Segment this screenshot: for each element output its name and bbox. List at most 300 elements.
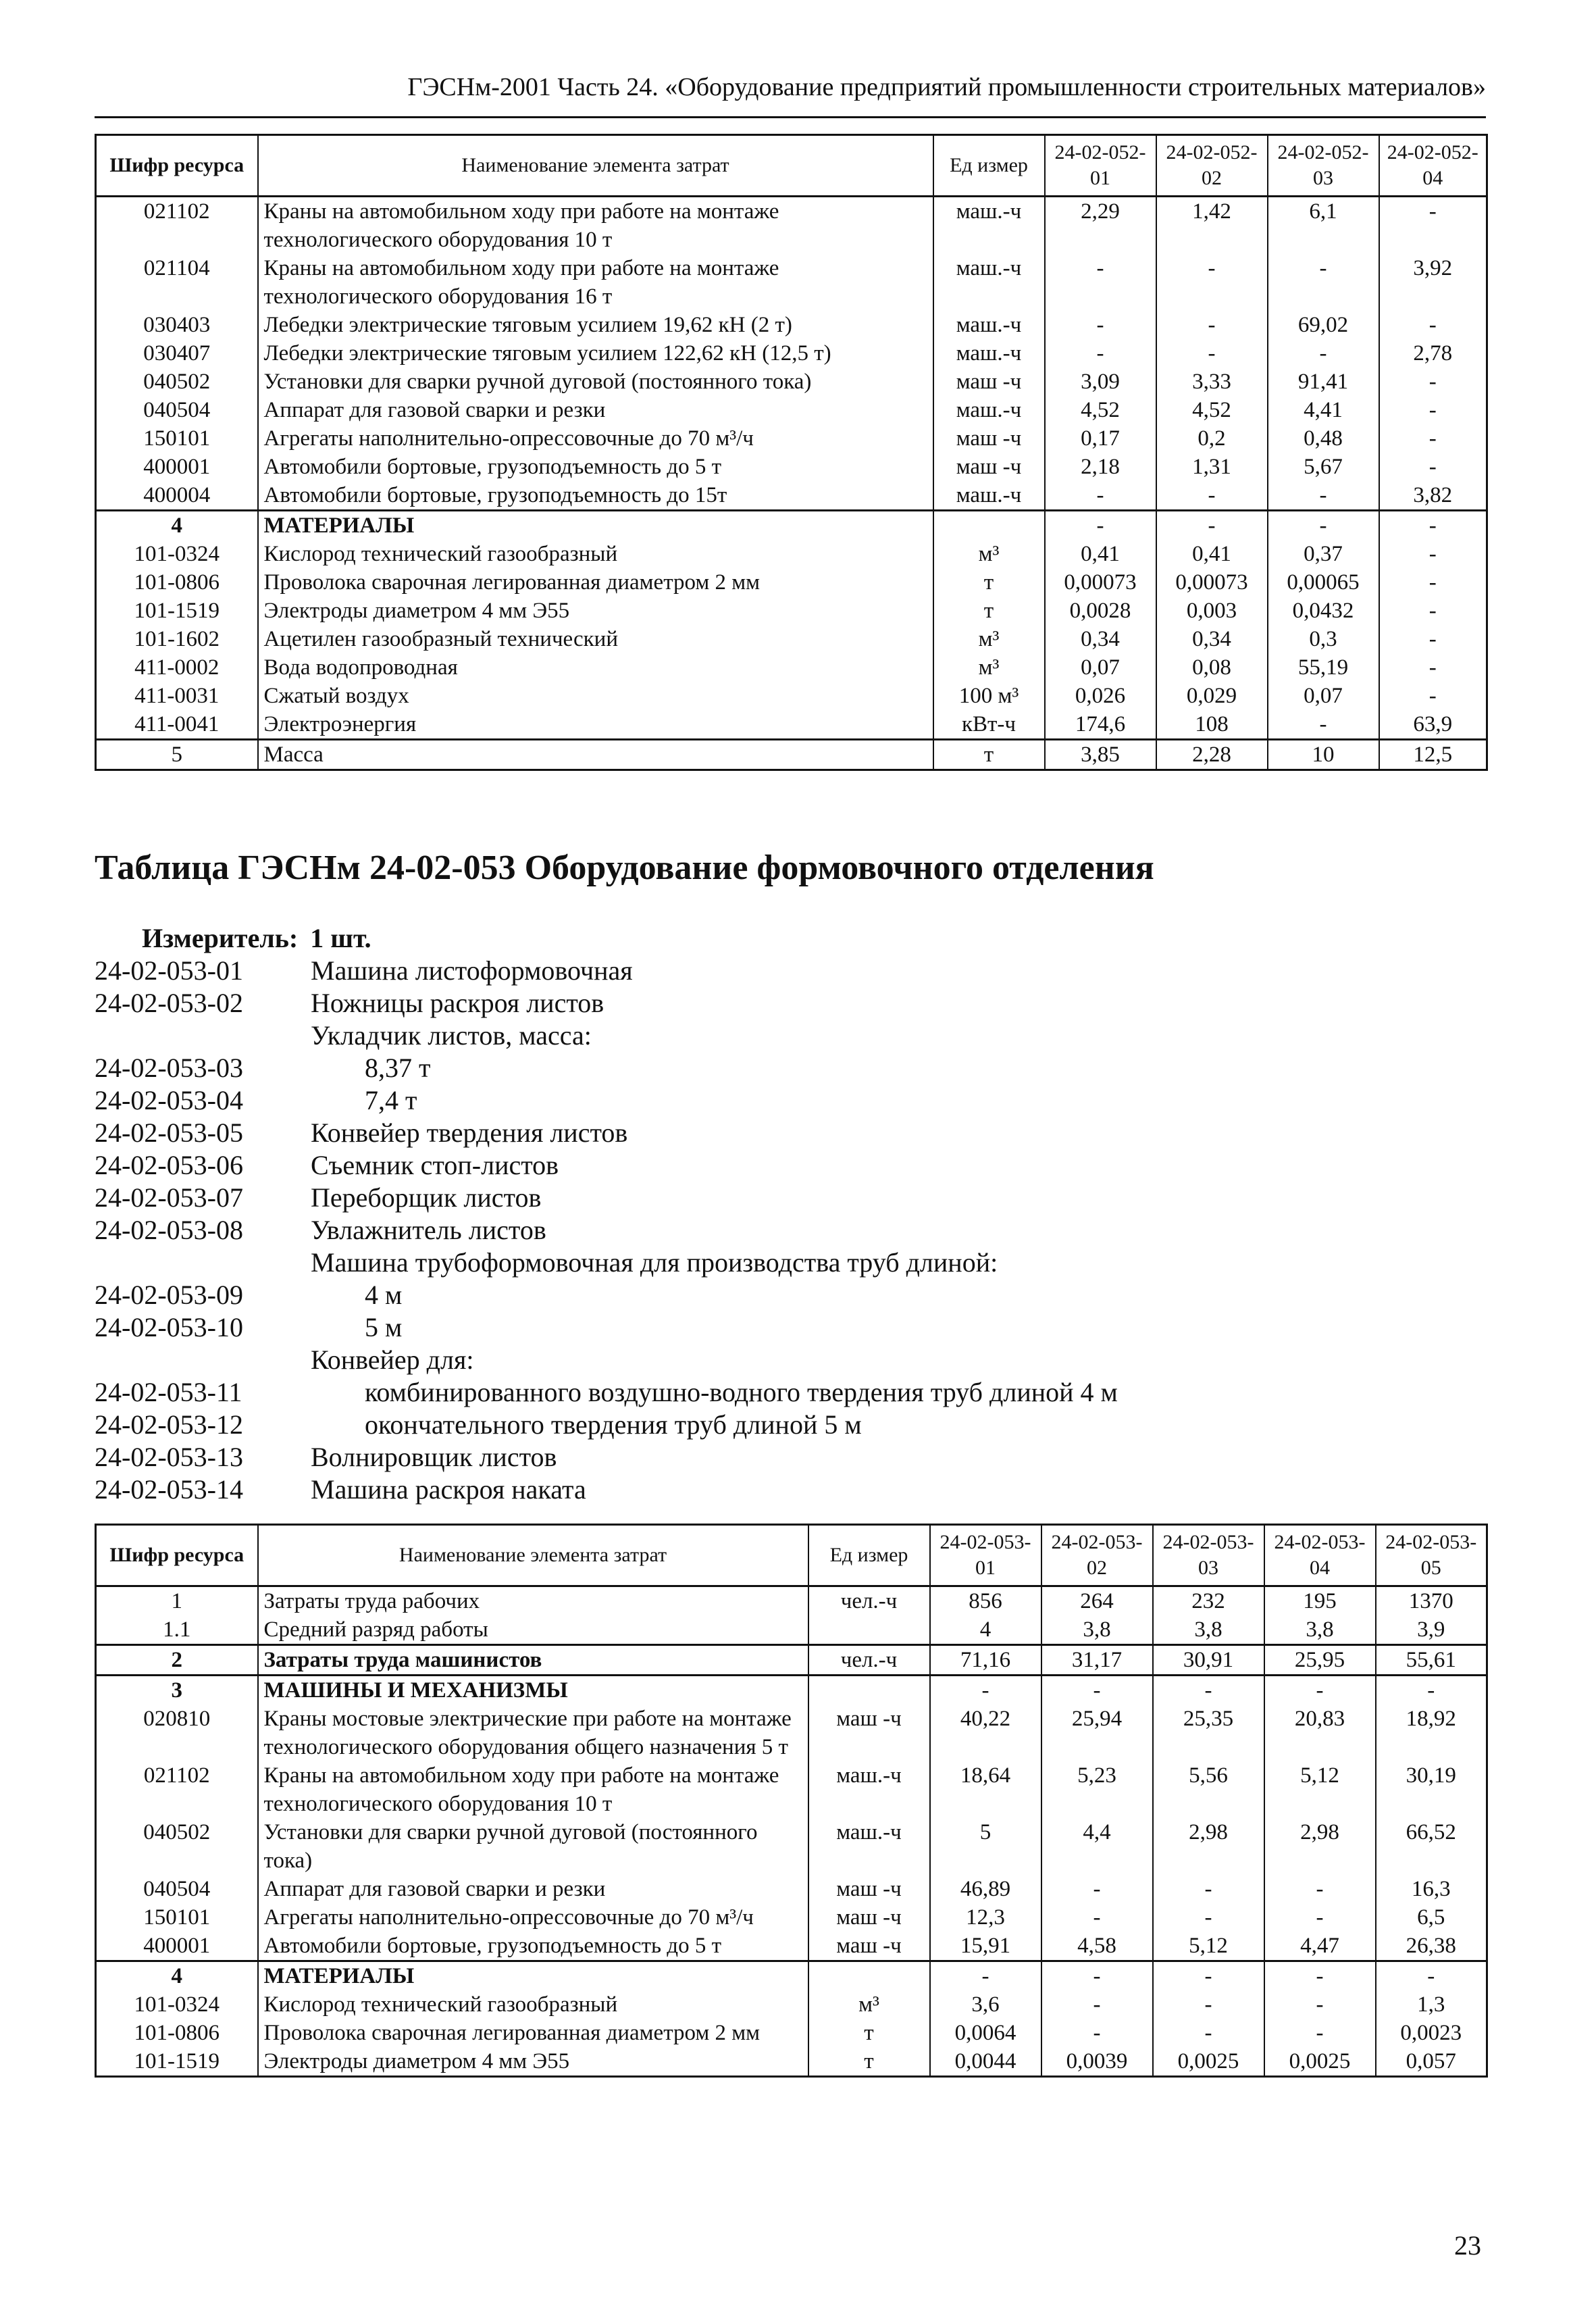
value-cell: 31,17: [1041, 1645, 1153, 1676]
value-cell: 0,0023: [1376, 2019, 1487, 2047]
table-row: [96, 424, 1487, 453]
resource-table-052: [95, 134, 1488, 771]
resource-name: Затраты труда машинистов: [258, 1645, 808, 1676]
value-cell: 2,98: [1264, 1818, 1376, 1875]
value-cell: -: [1379, 540, 1487, 568]
value-cell: 25,94: [1041, 1705, 1153, 1761]
table-row: [96, 1615, 1487, 1645]
resource-name: Автомобили бортовые, грузоподъемность до 15т: [258, 481, 933, 511]
resource-name: Автомобили бортовые, грузоподъемность до 5 т: [258, 453, 933, 481]
value-cell: 0,026: [1045, 682, 1156, 710]
resource-name: Ацетилен газообразный технический: [258, 625, 933, 653]
value-cell: 0,37: [1268, 540, 1379, 568]
meter-item: [95, 955, 1445, 987]
value-cell: 3,9: [1376, 1615, 1487, 1645]
value-cell: -: [1153, 1903, 1264, 1932]
meter-item-code: [95, 1020, 311, 1052]
value-cell: -: [1153, 1990, 1264, 2019]
meter-item-desc: Машина трубоформовочная для производства труб длиной:: [311, 1247, 998, 1278]
resource-unit: т: [933, 740, 1045, 770]
meter-item-desc: 7,4 т: [365, 1085, 417, 1115]
resource-unit: [933, 511, 1045, 540]
value-cell: -: [1268, 254, 1379, 311]
table-row: [96, 1705, 1487, 1761]
resource-unit: кВт-ч: [933, 710, 1045, 740]
resource-unit: [808, 1676, 930, 1705]
table-row: [96, 1761, 1487, 1818]
value-cell: -: [1268, 339, 1379, 368]
meter-item-code: 24-02-053-14: [95, 1474, 243, 1505]
value-cell: 30,91: [1153, 1645, 1264, 1676]
resource-unit: маш.-ч: [933, 254, 1045, 311]
resource-name: Затраты труда рабочих: [258, 1586, 808, 1616]
value-cell: 0,3: [1268, 625, 1379, 653]
table-row: [96, 197, 1487, 255]
meter-item: [95, 1409, 1445, 1441]
column-header: Наименование элемента затрат: [258, 135, 933, 197]
value-cell: -: [1156, 511, 1268, 540]
meter-item: [95, 1376, 1445, 1409]
resource-name: Агрегаты наполнительно-опрессовочные до 70 м³/ч: [258, 1903, 808, 1932]
value-cell: -: [1156, 481, 1268, 511]
meter-item-desc: Ножницы раскроя листов: [311, 988, 604, 1018]
resource-unit: т: [933, 597, 1045, 625]
value-cell: 46,89: [930, 1875, 1041, 1903]
resource-unit: маш.-ч: [808, 1818, 930, 1875]
resource-unit: маш -ч: [933, 368, 1045, 396]
value-cell: 1,42: [1156, 197, 1268, 255]
value-cell: 2,18: [1045, 453, 1156, 481]
resource-code: 040502: [96, 368, 258, 396]
resource-name: Краны на автомобильном ходу при работе на монтаже технологического оборудования 10 т: [258, 1761, 808, 1818]
value-cell: -: [1041, 1903, 1153, 1932]
value-cell: -: [1045, 511, 1156, 540]
value-cell: 40,22: [930, 1705, 1041, 1761]
resource-name: Электроды диаметром 4 мм Э55: [258, 597, 933, 625]
value-cell: 0,41: [1156, 540, 1268, 568]
value-cell: -: [930, 1676, 1041, 1705]
resource-code: 150101: [96, 424, 258, 453]
value-cell: 1,3: [1376, 1990, 1487, 2019]
table-row: [96, 2019, 1487, 2047]
page-header-title: ГЭСНм-2001 Часть 24. «Оборудование предприятий промышленности строительных материалов»: [407, 73, 1486, 101]
resource-code: 040504: [96, 1875, 258, 1903]
resource-unit: т: [933, 568, 1045, 597]
value-cell: -: [1153, 1676, 1264, 1705]
resource-unit: маш -ч: [933, 424, 1045, 453]
table-row: [96, 481, 1487, 511]
value-cell: -: [1264, 2019, 1376, 2047]
value-cell: 71,16: [930, 1645, 1041, 1676]
meter-item: [95, 987, 1445, 1020]
meter-item: [95, 1474, 1445, 1506]
table-row: [96, 682, 1487, 710]
value-cell: 20,83: [1264, 1705, 1376, 1761]
value-cell: 4,4: [1041, 1818, 1153, 1875]
resource-name: Краны на автомобильном ходу при работе на монтаже технологического оборудования 16 т: [258, 254, 933, 311]
column-header: 24-02-052-02: [1156, 135, 1268, 197]
resource-unit: м³: [933, 625, 1045, 653]
resource-name: Агрегаты наполнительно-опрессовочные до 70 м³/ч: [258, 424, 933, 453]
value-cell: 3,09: [1045, 368, 1156, 396]
resource-unit: 100 м³: [933, 682, 1045, 710]
resource-unit: м³: [808, 1990, 930, 2019]
resource-code: 040504: [96, 396, 258, 424]
value-cell: 0,07: [1268, 682, 1379, 710]
value-cell: 3,8: [1264, 1615, 1376, 1645]
table-row: [96, 339, 1487, 368]
resource-unit: маш.-ч: [933, 481, 1045, 511]
resource-unit: т: [808, 2047, 930, 2077]
value-cell: 4,58: [1041, 1932, 1153, 1961]
resource-code: 101-1519: [96, 597, 258, 625]
resource-name: Установки для сварки ручной дуговой (постоянного тока): [258, 368, 933, 396]
value-cell: 26,38: [1376, 1932, 1487, 1961]
table-row: [96, 1990, 1487, 2019]
value-cell: -: [1153, 2019, 1264, 2047]
value-cell: 0,0028: [1045, 597, 1156, 625]
value-cell: 16,3: [1376, 1875, 1487, 1903]
value-cell: 0,0025: [1264, 2047, 1376, 2077]
meter-item: [95, 1052, 1445, 1084]
meter-item-desc: Переборщик листов: [311, 1182, 542, 1213]
value-cell: -: [1268, 710, 1379, 740]
value-cell: 3,6: [930, 1990, 1041, 2019]
column-header: 24-02-053-05: [1376, 1525, 1487, 1586]
value-cell: -: [1379, 682, 1487, 710]
meter-item-desc: комбинированного воздушно-водного твердения труб длиной 4 м: [365, 1377, 1118, 1407]
column-header: 24-02-053-04: [1264, 1525, 1376, 1586]
value-cell: 108: [1156, 710, 1268, 740]
meter-item-code: 24-02-053-11: [95, 1377, 242, 1407]
value-cell: -: [1156, 254, 1268, 311]
meter-item-desc: Волнировщик листов: [311, 1442, 557, 1472]
table-row: [96, 2047, 1487, 2077]
resource-code: 040502: [96, 1818, 258, 1875]
table-header-row: [96, 135, 1487, 197]
resource-name: Кислород технический газообразный: [258, 540, 933, 568]
column-header: 24-02-053-03: [1153, 1525, 1264, 1586]
resource-name: Электроэнергия: [258, 710, 933, 740]
column-header: 24-02-053-02: [1041, 1525, 1153, 1586]
resource-code: 101-0324: [96, 540, 258, 568]
value-cell: -: [1264, 1961, 1376, 1991]
value-cell: 264: [1041, 1586, 1153, 1616]
table-row: [96, 710, 1487, 740]
meter-item: [95, 1117, 1445, 1149]
meter-item-code: 24-02-053-13: [95, 1442, 243, 1472]
table-row: [96, 653, 1487, 682]
resource-name: Краны мостовые электрические при работе на монтаже технологического оборудования общего назначения 5 т: [258, 1705, 808, 1761]
column-header: Шифр ресурса: [96, 1525, 258, 1586]
value-cell: 63,9: [1379, 710, 1487, 740]
value-cell: -: [1153, 1875, 1264, 1903]
table-row: [96, 625, 1487, 653]
resource-code: 411-0031: [96, 682, 258, 710]
value-cell: 1,31: [1156, 453, 1268, 481]
value-cell: 3,33: [1156, 368, 1268, 396]
resource-unit: чел.-ч: [808, 1645, 930, 1676]
value-cell: 0,003: [1156, 597, 1268, 625]
meter-item-desc: Увлажнитель листов: [311, 1215, 546, 1245]
value-cell: 4,47: [1264, 1932, 1376, 1961]
table-row: [96, 540, 1487, 568]
page-number: 23: [1454, 2230, 1481, 2261]
value-cell: 0,029: [1156, 682, 1268, 710]
resource-name: Проволока сварочная легированная диаметром 2 мм: [258, 2019, 808, 2047]
table-row: [96, 597, 1487, 625]
resource-code: 4: [96, 511, 258, 540]
table-row: [96, 568, 1487, 597]
value-cell: -: [1264, 1903, 1376, 1932]
value-cell: -: [1041, 1875, 1153, 1903]
table-row: [96, 511, 1487, 540]
table-row: [96, 368, 1487, 396]
value-cell: 6,1: [1268, 197, 1379, 255]
meter-item: [95, 1084, 1445, 1117]
column-header: 24-02-053-01: [930, 1525, 1041, 1586]
value-cell: 30,19: [1376, 1761, 1487, 1818]
value-cell: 0,48: [1268, 424, 1379, 453]
meter-item-code: 24-02-053-09: [95, 1280, 243, 1310]
meter-item-desc: Машина раскроя наката: [311, 1474, 586, 1505]
table-row: [96, 1586, 1487, 1616]
value-cell: -: [1379, 368, 1487, 396]
value-cell: 5,23: [1041, 1761, 1153, 1818]
value-cell: 2,29: [1045, 197, 1156, 255]
meter-item-code: 24-02-053-07: [95, 1182, 243, 1213]
meter-item: [95, 1149, 1445, 1182]
resource-name: Аппарат для газовой сварки и резки: [258, 1875, 808, 1903]
value-cell: 195: [1264, 1586, 1376, 1616]
value-cell: -: [1379, 568, 1487, 597]
meter-label: Измеритель:: [142, 923, 299, 953]
meter-list: [95, 955, 1445, 1506]
resource-unit: м³: [933, 653, 1045, 682]
value-cell: 2,98: [1153, 1818, 1264, 1875]
meter-item-code: 24-02-053-12: [95, 1409, 243, 1440]
resource-code: 3: [96, 1676, 258, 1705]
value-cell: 0,17: [1045, 424, 1156, 453]
resource-unit: чел.-ч: [808, 1586, 930, 1616]
resource-code: 101-0324: [96, 1990, 258, 2019]
value-cell: 4,52: [1156, 396, 1268, 424]
resource-name: Автомобили бортовые, грузоподъемность до 5 т: [258, 1932, 808, 1961]
resource-code: 101-0806: [96, 568, 258, 597]
value-cell: 232: [1153, 1586, 1264, 1616]
resource-code: 150101: [96, 1903, 258, 1932]
value-cell: -: [1376, 1676, 1487, 1705]
resource-code: 101-0806: [96, 2019, 258, 2047]
value-cell: -: [1041, 1676, 1153, 1705]
meter-item: [95, 1311, 1445, 1344]
value-cell: 66,52: [1376, 1818, 1487, 1875]
column-header: Ед измер: [808, 1525, 930, 1586]
value-cell: -: [1041, 1961, 1153, 1991]
value-cell: 5: [930, 1818, 1041, 1875]
value-cell: -: [1153, 1961, 1264, 1991]
value-cell: 5,67: [1268, 453, 1379, 481]
value-cell: 10: [1268, 740, 1379, 770]
value-cell: 25,95: [1264, 1645, 1376, 1676]
value-cell: 0,08: [1156, 653, 1268, 682]
resource-name: Сжатый воздух: [258, 682, 933, 710]
value-cell: 0,34: [1156, 625, 1268, 653]
value-cell: -: [1045, 254, 1156, 311]
meter-item-code: 24-02-053-01: [95, 955, 243, 986]
value-cell: 25,35: [1153, 1705, 1264, 1761]
table-row: [96, 254, 1487, 311]
value-cell: -: [1268, 481, 1379, 511]
meter-item-code: 24-02-053-10: [95, 1312, 243, 1342]
value-cell: -: [1041, 1990, 1153, 2019]
meter-item-code: [95, 1344, 311, 1376]
meter-item-desc: 8,37 т: [365, 1053, 431, 1083]
column-header: 24-02-052-04: [1379, 135, 1487, 197]
resource-unit: маш -ч: [933, 453, 1045, 481]
value-cell: 18,64: [930, 1761, 1041, 1818]
resource-code: 021104: [96, 254, 258, 311]
resource-unit: маш.-ч: [808, 1761, 930, 1818]
value-cell: -: [1045, 339, 1156, 368]
resource-unit: маш.-ч: [933, 311, 1045, 339]
value-cell: 2,78: [1379, 339, 1487, 368]
value-cell: 4,52: [1045, 396, 1156, 424]
resource-name: Проволока сварочная легированная диаметром 2 мм: [258, 568, 933, 597]
resource-name: Установки для сварки ручной дуговой (постоянного тока): [258, 1818, 808, 1875]
resource-unit: маш -ч: [808, 1903, 930, 1932]
value-cell: 0,0044: [930, 2047, 1041, 2077]
resource-table-053: [95, 1524, 1488, 2078]
table-row: [96, 1818, 1487, 1875]
meter-item-code: 24-02-053-06: [95, 1150, 243, 1180]
meter-item: [95, 1182, 1445, 1214]
resource-unit: м³: [933, 540, 1045, 568]
resource-name: Лебедки электрические тяговым усилием 122,62 кН (12,5 т): [258, 339, 933, 368]
column-header: 24-02-052-03: [1268, 135, 1379, 197]
resource-name: Электроды диаметром 4 мм Э55: [258, 2047, 808, 2077]
table-row: [96, 1932, 1487, 1961]
column-header: Наименование элемента затрат: [258, 1525, 808, 1586]
resource-code: 101-1519: [96, 2047, 258, 2077]
meter-item: [95, 1214, 1445, 1247]
meter-item: [95, 1020, 1445, 1052]
value-cell: 0,0039: [1041, 2047, 1153, 2077]
value-cell: -: [930, 1961, 1041, 1991]
value-cell: 0,41: [1045, 540, 1156, 568]
value-cell: 0,0064: [930, 2019, 1041, 2047]
resource-code: 1.1: [96, 1615, 258, 1645]
value-cell: 0,07: [1045, 653, 1156, 682]
meter-title: [95, 922, 1445, 955]
value-cell: -: [1156, 339, 1268, 368]
value-cell: 0,00073: [1045, 568, 1156, 597]
value-cell: -: [1379, 197, 1487, 255]
value-cell: 5,12: [1264, 1761, 1376, 1818]
resource-name: Аппарат для газовой сварки и резки: [258, 396, 933, 424]
resource-code: 1: [96, 1586, 258, 1616]
value-cell: -: [1156, 311, 1268, 339]
meter-item: [95, 1247, 1445, 1279]
table-row: [96, 1875, 1487, 1903]
value-cell: -: [1264, 1875, 1376, 1903]
meter-item-desc: Конвейер для:: [311, 1344, 474, 1375]
resource-code: 400004: [96, 481, 258, 511]
resource-unit: маш.-ч: [933, 197, 1045, 255]
column-header: Ед измер: [933, 135, 1045, 197]
value-cell: 0,00065: [1268, 568, 1379, 597]
resource-unit: маш.-ч: [933, 396, 1045, 424]
resource-code: 020810: [96, 1705, 258, 1761]
page-header: [95, 68, 1486, 118]
resource-code: 400001: [96, 1932, 258, 1961]
meter-item-code: 24-02-053-05: [95, 1117, 243, 1148]
value-cell: -: [1264, 1676, 1376, 1705]
table-row: [96, 1961, 1487, 1991]
meter-item-desc: Конвейер твердения листов: [311, 1117, 628, 1148]
value-cell: 3,8: [1041, 1615, 1153, 1645]
resource-name: МАШИНЫ И МЕХАНИЗМЫ: [258, 1676, 808, 1705]
resource-name: Краны на автомобильном ходу при работе на монтаже технологического оборудования 10 т: [258, 197, 933, 255]
resource-code: 400001: [96, 453, 258, 481]
value-cell: 2,28: [1156, 740, 1268, 770]
value-cell: 12,3: [930, 1903, 1041, 1932]
resource-unit: маш -ч: [808, 1705, 930, 1761]
value-cell: -: [1379, 396, 1487, 424]
table-row: [96, 740, 1487, 770]
value-cell: 55,19: [1268, 653, 1379, 682]
value-cell: -: [1379, 597, 1487, 625]
resource-code: 030407: [96, 339, 258, 368]
column-header: 24-02-052-01: [1045, 135, 1156, 197]
table-row: [96, 1903, 1487, 1932]
meter-item-desc: Укладчик листов, масса:: [311, 1020, 592, 1051]
value-cell: 69,02: [1268, 311, 1379, 339]
table-row: [96, 1676, 1487, 1705]
value-cell: 174,6: [1045, 710, 1156, 740]
resource-code: 101-1602: [96, 625, 258, 653]
meter-item-desc: Машина листоформовочная: [311, 955, 633, 986]
resource-code: 021102: [96, 197, 258, 255]
value-cell: -: [1379, 653, 1487, 682]
value-cell: -: [1376, 1961, 1487, 1991]
meter-item: [95, 1441, 1445, 1474]
value-cell: 0,057: [1376, 2047, 1487, 2077]
resource-name: МАТЕРИАЛЫ: [258, 511, 933, 540]
value-cell: 3,85: [1045, 740, 1156, 770]
meter-item-code: 24-02-053-02: [95, 988, 243, 1018]
table-row: [96, 1645, 1487, 1676]
resource-name: Лебедки электрические тяговым усилием 19,62 кН (2 т): [258, 311, 933, 339]
resource-code: 5: [96, 740, 258, 770]
meter-item-desc: Съемник стоп-листов: [311, 1150, 559, 1180]
value-cell: 6,5: [1376, 1903, 1487, 1932]
value-cell: 3,8: [1153, 1615, 1264, 1645]
value-cell: 0,0025: [1153, 2047, 1264, 2077]
value-cell: 0,2: [1156, 424, 1268, 453]
value-cell: -: [1379, 311, 1487, 339]
value-cell: -: [1045, 311, 1156, 339]
value-cell: 3,92: [1379, 254, 1487, 311]
meter-item-code: 24-02-053-04: [95, 1085, 243, 1115]
resource-name: Масса: [258, 740, 933, 770]
value-cell: -: [1379, 424, 1487, 453]
value-cell: 4: [930, 1615, 1041, 1645]
meter-block: [95, 922, 1445, 1506]
value-cell: 3,82: [1379, 481, 1487, 511]
column-header: Шифр ресурса: [96, 135, 258, 197]
resource-code: 411-0041: [96, 710, 258, 740]
